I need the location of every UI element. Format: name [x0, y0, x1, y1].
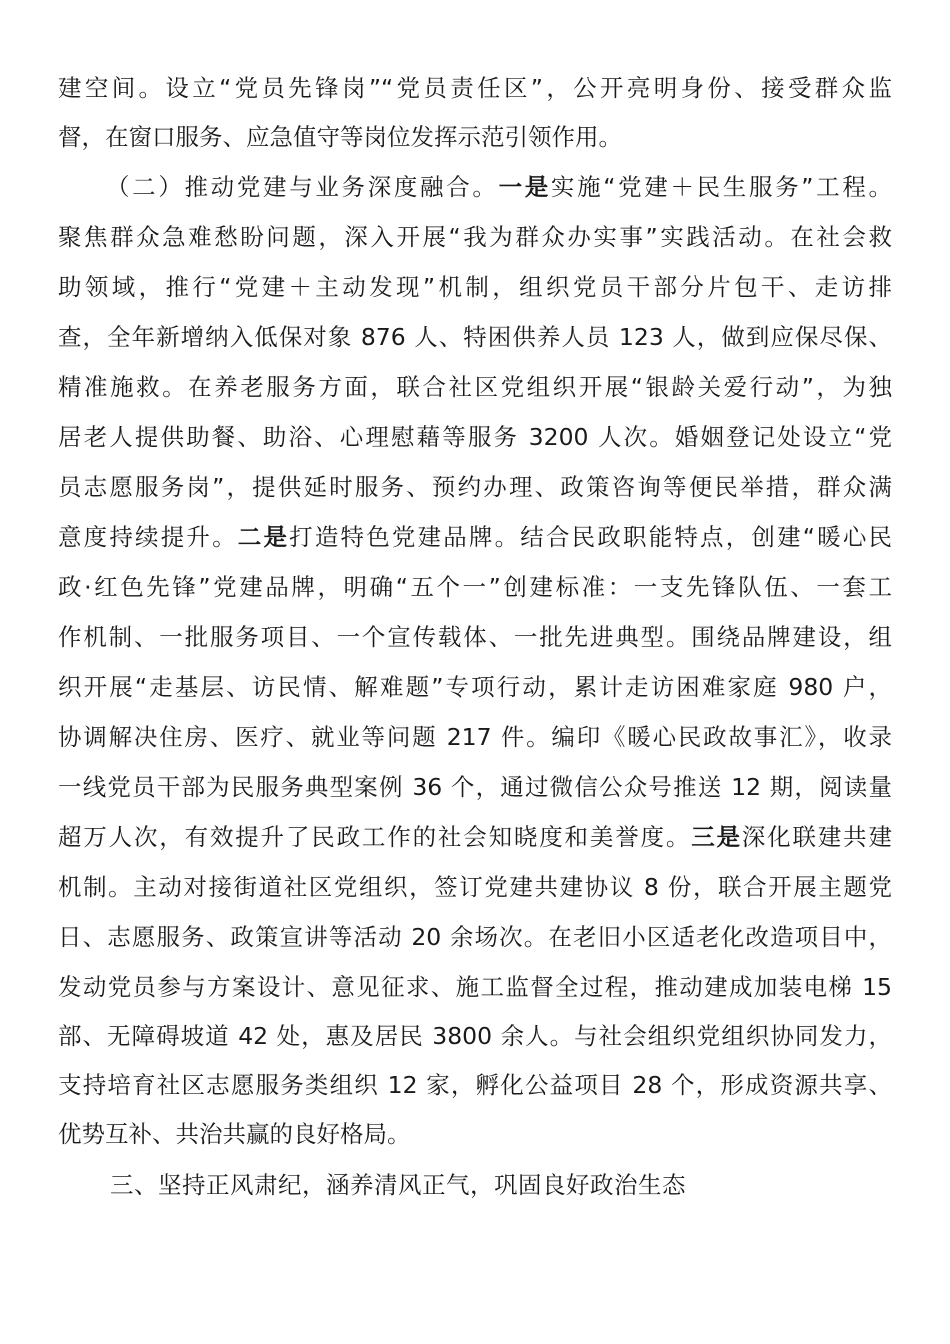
- paragraph-line: [58, 670, 892, 704]
- paragraph-line: [58, 570, 892, 604]
- paragraph-line: [58, 870, 892, 904]
- text-segment: 日、志愿服务、政策宣讲等活动 20 余场次。在老旧小区适老化改造项目中，: [58, 923, 892, 951]
- bold-keyword: 二是: [237, 523, 290, 551]
- text-segment: 一线党员干部为民服务典型案例 36 个，通过微信公众号推送 12 期，阅读量: [58, 773, 892, 801]
- paragraph-line: [58, 770, 892, 804]
- paragraph-line: [58, 370, 892, 404]
- section-heading: 三、坚持正风肃纪，涵养清风正气，巩固良好政治生态: [110, 1171, 686, 1199]
- paragraph-line: [58, 920, 892, 954]
- text-segment: 建空间。设立“党员先锋岗”“党员责任区”，公开亮明身份、接受群众监: [58, 74, 892, 102]
- paragraph-line: [58, 420, 892, 454]
- paragraph-line: [58, 620, 892, 654]
- paragraph-line: [58, 470, 892, 504]
- text-segment: 深化联建共建: [741, 823, 892, 851]
- text-segment: 优势互补、共治共赢的良好格局。: [58, 1120, 411, 1148]
- text-segment: 发动党员参与方案设计、意见征求、施工监督全过程，推动建成加装电梯 15: [58, 973, 892, 1001]
- paragraph-line: [58, 1019, 892, 1053]
- text-segment: 支持培育社区志愿服务类组织 12 家，孵化公益项目 28 个，形成资源共享、: [58, 1071, 892, 1099]
- text-segment: 协调解决住房、医疗、就业等问题 217 件。编印《暖心民政故事汇》，收录: [58, 723, 892, 751]
- text-segment: 查，全年新增纳入低保对象 876 人、特困供养人员 123 人，做到应保尽保、: [58, 323, 892, 351]
- text-segment: 员志愿服务岗”，提供延时服务、预约办理、政策咨询等便民举措，群众满: [58, 473, 892, 501]
- paragraph-line: [58, 520, 892, 554]
- paragraph-line: [58, 970, 892, 1004]
- paragraph-line: [58, 1117, 892, 1151]
- paragraph-line: [58, 71, 892, 105]
- bold-keyword: 三是: [691, 823, 742, 851]
- text-segment: 督，在窗口服务、应急值守等岗位发挥示范引领作用。: [58, 123, 622, 151]
- paragraph-line: [58, 320, 892, 354]
- paragraph-line: [58, 820, 892, 854]
- paragraph-line: [58, 270, 892, 304]
- text-segment: 精准施救。在养老服务方面，联合社区党组织开展“银龄关爱行动”，为独: [58, 373, 892, 401]
- text-segment: 打造特色党建品牌。结合民政职能特点，创建“暖心民: [289, 523, 893, 551]
- text-segment: 超万人次，有效提升了民政工作的社会知晓度和美誉度。: [58, 823, 692, 851]
- text-segment: （二）推动党建与业务深度融合。: [106, 173, 499, 201]
- text-segment: 作机制、一批服务项目、一个宣传载体、一批先进典型。围绕品牌建设，组: [58, 623, 892, 651]
- text-segment: 部、无障碍坡道 42 处，惠及居民 3800 余人。与社会组织党组织协同发力，: [58, 1022, 892, 1050]
- text-segment: 居老人提供助餐、助浴、心理慰藉等服务 3200 人次。婚姻登记处设立“党: [58, 423, 892, 451]
- paragraph-line: [58, 120, 892, 154]
- text-segment: 政·红色先锋”党建品牌，明确“五个一”创建标准：一支先锋队伍、一套工: [58, 573, 892, 601]
- bold-keyword: 一是: [498, 173, 551, 201]
- text-segment: 助领域，推行“党建＋主动发现”机制，组织党员干部分片包干、走访排: [58, 273, 892, 301]
- text-segment: 织开展“走基层、访民情、解难题”专项行动，累计走访困难家庭 980 户，: [58, 673, 892, 701]
- text-segment: 实施“党建＋民生服务”工程。: [550, 173, 892, 201]
- paragraph-line: [58, 720, 892, 754]
- paragraph-line: [58, 220, 892, 254]
- text-segment: 机制。主动对接街道社区党组织，签订党建共建协议 8 份，联合开展主题党: [58, 873, 892, 901]
- paragraph-line: [58, 1068, 892, 1102]
- text-segment: 聚焦群众急难愁盼问题，深入开展“我为群众办实事”实践活动。在社会救: [58, 223, 892, 251]
- text-segment: 意度持续提升。: [58, 523, 238, 551]
- paragraph-line: [106, 170, 892, 204]
